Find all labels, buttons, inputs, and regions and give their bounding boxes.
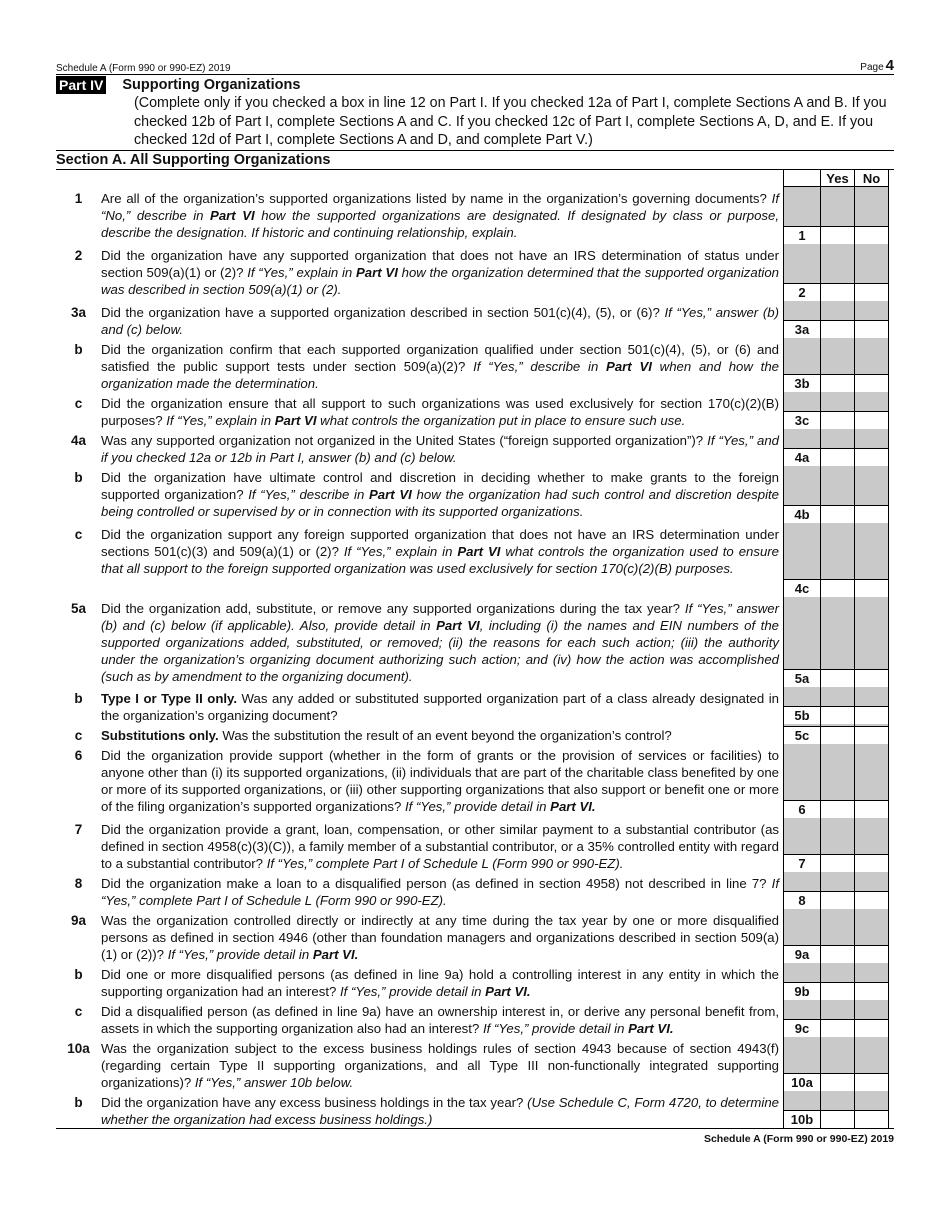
yes-checkbox[interactable]: [821, 800, 854, 818]
line-number: c: [74, 1004, 83, 1020]
yes-checkbox[interactable]: [821, 374, 854, 392]
yes-checkbox[interactable]: [821, 505, 854, 523]
line-ref-cell: [783, 818, 820, 872]
question-text: Did the organization provide support (whether in the form of grants or the provision of services or facilities) to anyone other than (i) its supported organizations, (ii) individuals that are part of the charitable class benefited by one or more of its supported organizations, or (iii) other supporting organizations that also support or benefit one or more of the filing organization’s supported organizations? If “Yes,” provide detail in Part VI.: [101, 748, 779, 815]
no-cell: [854, 687, 889, 724]
line-ref-cell: [783, 872, 820, 909]
no-cell: [854, 1000, 889, 1037]
question-text: Did the organization have a supported organization described in section 501(c)(4), (5), or (6)? If “Yes,” answer (b) and (c) below.: [101, 305, 779, 338]
line-ref-label: 9c: [784, 1019, 820, 1037]
line-ref-cell: [783, 724, 820, 744]
question-row-1: [56, 187, 894, 244]
part-description: (Complete only if you checked a box in line 12 on Part I. If you checked 12a of Part I, complete Sections A and B. If you checked 12b of Part I, complete Sections A and C. If you checked 12c of Part I, complete Sections A, D, and E. If you checked 12d of Part I, complete Sections A and D, and complete Part V.): [134, 95, 887, 149]
question-row-3c: [56, 392, 894, 429]
yes-cell: [820, 466, 854, 523]
line-ref-cell: [783, 1000, 820, 1037]
line-number: b: [74, 342, 83, 358]
line-ref-label: 3b: [784, 374, 820, 392]
no-checkbox[interactable]: [855, 982, 888, 1000]
yes-checkbox[interactable]: [821, 945, 854, 963]
question-row-10a: [56, 1037, 894, 1091]
line-ref-label: 4b: [784, 505, 820, 523]
question-text: Did the organization support any foreign supported organization that does not have an IRS determination under sections 501(c)(3) and 509(a)(1) or (2)? If “Yes,” explain in Part VI what controls the organization used to ensure that all support to the foreign supported organization was used exclusively for section 170(c)(2)(B) purposes.: [101, 527, 780, 577]
question-text: Did a disqualified person (as defined in line 9a) have an ownership interest in, or derive any personal benefit from, assets in which the supporting organization also had an interest? If “Yes,” provide detail in Part VI.: [101, 1004, 779, 1037]
no-checkbox[interactable]: [855, 374, 888, 392]
no-checkbox[interactable]: [855, 706, 888, 724]
yes-checkbox[interactable]: [821, 706, 854, 724]
no-cell: [854, 963, 889, 1000]
line-number: 5a: [70, 601, 87, 617]
no-cell: [854, 744, 889, 818]
section-title: Section A. All Supporting Organizations: [56, 150, 894, 170]
no-checkbox[interactable]: [855, 1110, 888, 1128]
question-row-5c: [56, 724, 894, 744]
line-ref-label: 5c: [784, 726, 820, 744]
line-ref-cell: [783, 963, 820, 1000]
no-cell: [854, 909, 889, 963]
line-ref-label: 8: [784, 891, 820, 909]
line-ref-label: 2: [784, 283, 820, 301]
yes-cell: [820, 963, 854, 1000]
yes-cell: [820, 1037, 854, 1091]
question-row-4b: [56, 466, 894, 523]
no-checkbox[interactable]: [855, 891, 888, 909]
line-number: 4a: [70, 433, 87, 449]
yes-column-header: Yes: [820, 170, 854, 187]
line-ref-cell: [783, 466, 820, 523]
yes-cell: [820, 909, 854, 963]
question-text: Did the organization have ultimate control and discretion in deciding whether to make grants to the foreign supported organization? If “Yes,” describe in Part VI how the organization had such control and discretion despite being controlled or supervised by or in connection with its supported organizations.: [101, 470, 779, 520]
question-row-3b: [56, 338, 894, 392]
no-checkbox[interactable]: [855, 411, 888, 429]
yes-cell: [820, 1000, 854, 1037]
question-text: Was the organization subject to the excess business holdings rules of section 4943 because of section 4943(f) (regarding certain Type II supporting organizations, and all Type III non-functionally integrated supporting organizations)? If “Yes,” answer 10b below.: [101, 1041, 779, 1091]
page-header: [56, 54, 894, 74]
yes-cell: [820, 818, 854, 872]
yes-cell: [820, 744, 854, 818]
no-cell: [854, 429, 889, 466]
no-checkbox[interactable]: [855, 1073, 888, 1091]
no-checkbox[interactable]: [855, 320, 888, 338]
yes-checkbox[interactable]: [821, 891, 854, 909]
question-text: Was any supported organization not organized in the United States (“foreign supported organization”)? If “Yes,” and if you checked 12a or 12b in Part I, answer (b) and (c) below.: [101, 433, 779, 466]
line-number: c: [74, 396, 83, 412]
line-number: b: [74, 470, 83, 486]
yes-cell: [820, 597, 854, 687]
no-checkbox[interactable]: [855, 945, 888, 963]
yes-checkbox[interactable]: [821, 579, 854, 597]
yes-checkbox[interactable]: [821, 982, 854, 1000]
yes-cell: [820, 687, 854, 724]
question-row-4c: [56, 523, 894, 597]
line-ref-cell: [783, 687, 820, 724]
form-page: [56, 54, 894, 1145]
yes-cell: [820, 244, 854, 301]
yes-checkbox[interactable]: [821, 1110, 854, 1128]
part-header: [56, 74, 894, 94]
no-checkbox[interactable]: [855, 1019, 888, 1037]
question-row-9a: [56, 909, 894, 963]
question-row-4a: [56, 429, 894, 466]
no-checkbox[interactable]: [855, 579, 888, 597]
line-ref-label: 9b: [784, 982, 820, 1000]
question-text: Did the organization have any excess business holdings in the tax year? (Use Schedule C, Form 4720, to determine whether the organization had excess business holdings.): [101, 1095, 780, 1128]
no-cell: [854, 466, 889, 523]
line-number: 8: [74, 876, 83, 892]
no-cell: [854, 392, 889, 429]
question-row-10b: [56, 1091, 894, 1128]
question-text: Did the organization make a loan to a disqualified person (as defined in section 4958) not described in line 7? If “Yes,” complete Part I of Schedule L (Form 990 or 990-EZ).: [101, 876, 779, 909]
yes-checkbox[interactable]: [821, 726, 854, 744]
line-number: 7: [74, 822, 83, 838]
question-row-2: [56, 244, 894, 301]
line-ref-label: 4a: [784, 448, 820, 466]
yes-checkbox[interactable]: [821, 854, 854, 872]
line-number: 1: [74, 191, 83, 207]
no-cell: [854, 1091, 889, 1128]
no-cell: [854, 338, 889, 392]
question-text: Was the organization controlled directly or indirectly at any time during the tax year by one or more disqualified persons as defined in section 4946 (other than foundation managers and organizations described in section 509(a)(1) or (2))? If “Yes,” provide detail in Part VI.: [101, 913, 779, 963]
questions-table: [56, 170, 894, 1128]
yes-checkbox[interactable]: [821, 448, 854, 466]
no-checkbox[interactable]: [855, 726, 888, 744]
line-ref-cell: [783, 392, 820, 429]
line-number: b: [74, 691, 83, 707]
yes-cell: [820, 429, 854, 466]
line-number: b: [74, 967, 83, 983]
question-row-7: [56, 818, 894, 872]
no-cell: [854, 301, 889, 338]
line-number: 10a: [67, 1041, 90, 1057]
question-text: Are all of the organization’s supported organizations listed by name in the organization’s governing documents? If “No,” describe in Part VI how the supported organizations are designated. If designated by class or purpose, describe the designation. If historic and continuing relationship, explain.: [101, 191, 779, 241]
line-number: 6: [74, 748, 83, 764]
no-cell: [854, 818, 889, 872]
line-ref-cell: [783, 744, 820, 818]
no-cell: [854, 872, 889, 909]
no-checkbox[interactable]: [855, 448, 888, 466]
line-ref-cell: [783, 338, 820, 392]
question-text: Did the organization ensure that all support to such organizations was used exclusively for section 170(c)(2)(B) purposes? If “Yes,” explain in Part VI what controls the organization put in place to ensure such use.: [101, 396, 779, 429]
line-ref-label: 10b: [784, 1110, 820, 1128]
no-cell: [854, 1037, 889, 1091]
question-row-3a: [56, 301, 894, 338]
yes-cell: [820, 523, 854, 597]
line-number: c: [74, 527, 83, 543]
line-ref-label: 6: [784, 800, 820, 818]
line-ref-cell: [783, 187, 820, 244]
part-title: Supporting Organizations: [122, 77, 301, 93]
line-ref-cell: [783, 597, 820, 687]
line-number: 9a: [70, 913, 87, 929]
yes-checkbox[interactable]: [821, 669, 854, 687]
no-checkbox[interactable]: [855, 669, 888, 687]
line-ref-cell: [783, 1091, 820, 1128]
yes-checkbox[interactable]: [821, 1073, 854, 1091]
line-ref-label: 10a: [784, 1073, 820, 1091]
question-text: Did the organization confirm that each supported organization qualified under section 501(c)(4), (5), or (6) and satisfied the public support tests under section 509(a)(2)? If “Yes,” describe in Part VI when and how the organization made the determination.: [101, 342, 779, 392]
question-row-5a: [56, 597, 894, 687]
yes-cell: [820, 338, 854, 392]
yes-cell: [820, 301, 854, 338]
line-ref-label: 9a: [784, 945, 820, 963]
no-checkbox[interactable]: [855, 505, 888, 523]
line-ref-label: 7: [784, 854, 820, 872]
no-cell: [854, 523, 889, 597]
no-cell: [854, 724, 889, 744]
form-name: Schedule A (Form 990 or 990-EZ) 2019: [56, 63, 231, 74]
yes-checkbox[interactable]: [821, 226, 854, 244]
question-text: Type I or Type II only. Was any added or substituted supported organization part of a class already designated in the organization’s organizing document?: [101, 691, 779, 724]
question-row-8: [56, 872, 894, 909]
line-ref-label: 3c: [784, 411, 820, 429]
line-ref-label: 3a: [784, 320, 820, 338]
question-row-6: [56, 744, 894, 818]
no-cell: [854, 597, 889, 687]
yes-cell: [820, 392, 854, 429]
yes-no-header: [56, 170, 894, 187]
line-ref-label: 5b: [784, 706, 820, 724]
question-text: Did one or more disqualified persons (as defined in line 9a) hold a controlling interest in any entity in which the supporting organization had an interest? If “Yes,” provide detail in Part VI.: [101, 967, 779, 1000]
no-checkbox[interactable]: [855, 283, 888, 301]
yes-cell: [820, 1091, 854, 1128]
line-ref-cell: [783, 301, 820, 338]
line-number: c: [74, 728, 83, 744]
question-text: Did the organization provide a grant, loan, compensation, or other similar payment to a substantial contributor (as defined in section 4958(c)(3)(C)), a family member of a substantial contributor, or a 35% controlled entity with regard to a substantial contributor? If “Yes,” complete Part I of Schedule L (Form 990 or 990-EZ).: [101, 822, 779, 872]
question-text: Substitutions only. Was the substitution the result of an event beyond the organization’s control?: [101, 728, 672, 744]
line-ref-cell: [783, 429, 820, 466]
question-row-9c: [56, 1000, 894, 1037]
line-number: b: [74, 1095, 83, 1111]
yes-checkbox[interactable]: [821, 283, 854, 301]
yes-checkbox[interactable]: [821, 1019, 854, 1037]
question-text: Did the organization add, substitute, or remove any supported organizations during the tax year? If “Yes,” answer (b) and (c) below (if applicable). Also, provide detail in Part VI, including (i) the names and EIN numbers of the supported organizations added, substituted, or removed; (ii) the reasons for each such action; (iii) the authority under the organization’s organizing document authorizing such action; and (iv) how the action was accomplished (such as by amendment to the organizing document).: [101, 601, 779, 685]
line-number: 2: [74, 248, 83, 264]
no-checkbox[interactable]: [855, 800, 888, 818]
yes-checkbox[interactable]: [821, 411, 854, 429]
question-row-5b: [56, 687, 894, 724]
no-cell: [854, 244, 889, 301]
question-text: Did the organization have any supported organization that does not have an IRS determination of status under section 509(a)(1) or (2)? If “Yes,” explain in Part VI how the organization determined that the supported organization was described in section 509(a)(1) or (2).: [101, 248, 779, 298]
no-cell: [854, 187, 889, 244]
line-ref-cell: [783, 244, 820, 301]
page-number-label: [860, 57, 894, 74]
line-number: 3a: [70, 305, 87, 321]
no-column-header: No: [854, 170, 889, 187]
page-footer: Schedule A (Form 990 or 990-EZ) 2019: [703, 1133, 894, 1146]
page-word: Page: [860, 62, 884, 73]
page-number: 4: [885, 57, 894, 74]
part-label: Part IV: [56, 76, 106, 94]
line-ref-cell: [783, 909, 820, 963]
no-checkbox[interactable]: [855, 226, 888, 244]
line-ref-label: 1: [784, 226, 820, 244]
line-ref-label: 4c: [784, 579, 820, 597]
yes-cell: [820, 187, 854, 244]
line-ref-label: 5a: [784, 669, 820, 687]
line-ref-cell: [783, 523, 820, 597]
no-checkbox[interactable]: [855, 854, 888, 872]
yes-checkbox[interactable]: [821, 320, 854, 338]
question-row-9b: [56, 963, 894, 1000]
yes-cell: [820, 724, 854, 744]
yes-cell: [820, 872, 854, 909]
line-ref-cell: [783, 1037, 820, 1091]
